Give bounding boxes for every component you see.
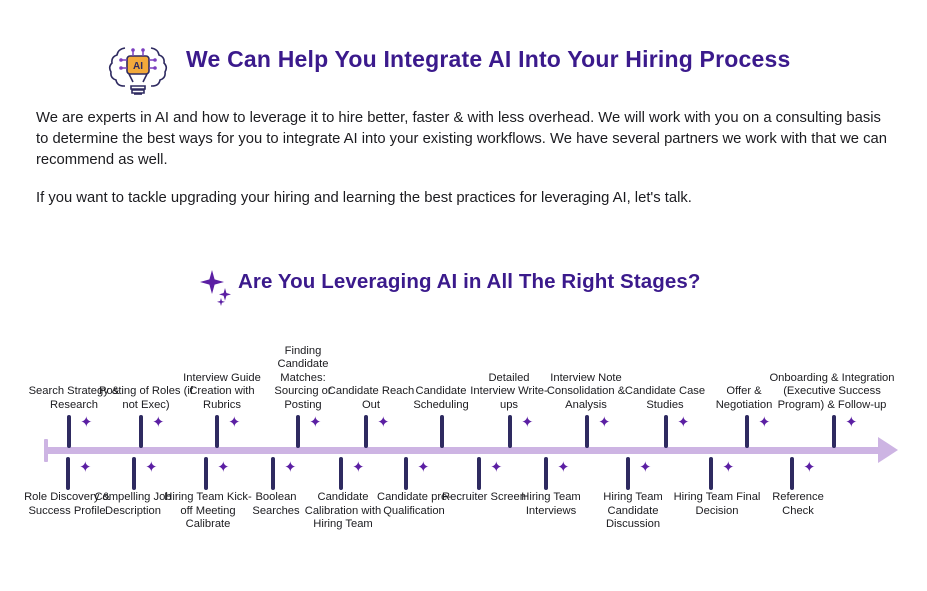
stage-label-above-4: Finding Candidate Matches: Sourcing or Posting (274, 344, 332, 411)
stage-label-above-3: Interview Guide Creation with Rubrics (183, 371, 261, 411)
stage-label-below-7: Recruiter Screen (442, 491, 526, 503)
stage-label-below-6: Candidate pre-Qualification (376, 491, 451, 517)
stage-label-above-11: Onboarding & Integration (Executive Success Program) & Follow-up (769, 371, 895, 411)
sparkle-icon-above-5: ✦ (377, 414, 390, 431)
hiring-stages-timeline (0, 336, 927, 556)
sparkle-icon-below-4: ✦ (284, 459, 297, 476)
sparkle-icon-above-8: ✦ (598, 414, 611, 431)
sparkle-icon-below-7: ✦ (490, 459, 503, 476)
timeline-below-labels (0, 491, 927, 557)
stage-label-below-10: Hiring Team Final Decision (673, 491, 761, 517)
sparkle-icon-above-11: ✦ (845, 414, 858, 431)
timeline-tick-above-8 (585, 415, 589, 448)
sparkle-icon-below-9: ✦ (639, 459, 652, 476)
page-header (0, 18, 927, 96)
sparkle-icon (196, 268, 236, 308)
timeline-tick-above-5 (364, 415, 368, 448)
stage-label-above-6: Candidate Scheduling (413, 385, 469, 411)
timeline-above-labels (0, 336, 927, 412)
timeline-tick-below-2 (132, 457, 136, 490)
stage-label-below-2: Compelling Job Description (94, 491, 172, 517)
svg-text:AI: AI (133, 61, 143, 72)
timeline-tick-above-9 (664, 415, 668, 448)
sparkle-icon-below-5: ✦ (352, 459, 365, 476)
sparkle-icon-above-4: ✦ (309, 414, 322, 431)
stage-label-above-9: Candidate Case Studies (624, 385, 706, 411)
timeline-tick-below-6 (404, 457, 408, 490)
sparkle-icon-above-1: ✦ (80, 414, 93, 431)
timeline-tick-below-5 (339, 457, 343, 490)
timeline-tick-below-1 (66, 457, 70, 490)
stage-label-below-1: Role Discovery & Success Profile (24, 491, 110, 517)
timeline-tick-below-11 (790, 457, 794, 490)
timeline-tick-above-10 (745, 415, 749, 448)
timeline-arrow-icon (878, 437, 898, 463)
intro-paragraph-1: We are experts in AI and how to leverage it to hire better, faster & with less overhead. We will work with you on a consulting basis to determine the best ways for you to integrate AI into your existing workflows. We have several partners we work with that we can recommend as well. (36, 110, 887, 168)
timeline-tick-below-10 (709, 457, 713, 490)
intro-text (36, 108, 896, 226)
sparkle-icon-above-7: ✦ (521, 414, 534, 431)
ai-lightbulb-icon (107, 38, 169, 100)
stage-label-below-11: Reference Check (772, 491, 824, 517)
stage-label-below-4: Boolean Searches (252, 491, 300, 517)
timeline-axis (44, 447, 884, 454)
intro-paragraph-2: If you want to tackle upgrading your hiring and learning the best practices for leveraging AI, let's talk. (36, 190, 692, 206)
timeline-tick-below-7 (477, 457, 481, 490)
timeline-tick-below-3 (204, 457, 208, 490)
stage-label-above-5: Candidate Reach Out (327, 385, 415, 411)
timeline-tick-above-7 (508, 415, 512, 448)
stage-label-below-8: Hiring Team Interviews (521, 491, 581, 517)
timeline-tick-above-1 (67, 415, 71, 448)
sparkle-icon-below-6: ✦ (417, 459, 430, 476)
sparkle-icon-below-10: ✦ (722, 459, 735, 476)
timeline-tick-above-11 (832, 415, 836, 448)
sparkle-icon-below-2: ✦ (145, 459, 158, 476)
section-title: Are You Leveraging AI in All The Right Stages? (238, 270, 701, 293)
timeline-tick-above-4 (296, 415, 300, 448)
stage-label-above-7: Detailed Interview Write-ups (470, 371, 548, 411)
sparkle-icon-below-11: ✦ (803, 459, 816, 476)
stage-label-below-9: Hiring Team Candidate Discussion (603, 491, 663, 530)
timeline-tick-below-4 (271, 457, 275, 490)
sparkle-icon-below-1: ✦ (79, 459, 92, 476)
stage-label-below-3: Hiring Team Kick-off Meeting Calibrate (164, 491, 252, 530)
sparkle-icon-above-10: ✦ (758, 414, 771, 431)
stage-label-above-2: Posting of Roles (if not Exec) (99, 385, 193, 411)
sparkle-icon-below-8: ✦ (557, 459, 570, 476)
sparkle-icon-below-3: ✦ (217, 459, 230, 476)
timeline-tick-above-3 (215, 415, 219, 448)
timeline-tick-below-9 (626, 457, 630, 490)
timeline-tick-above-2 (139, 415, 143, 448)
stage-label-below-5: Candidate Calibration with Hiring Team (304, 491, 382, 530)
page-title: We Can Help You Integrate AI Into Your Hiring Process (186, 46, 791, 72)
stage-label-above-1: Search Strategy & Research (28, 385, 120, 411)
stage-label-above-8: Interview Note Consolidation & Analysis (546, 371, 626, 411)
sparkle-icon-above-3: ✦ (228, 414, 241, 431)
sparkle-icon-above-9: ✦ (677, 414, 690, 431)
sparkle-icon-above-2: ✦ (152, 414, 165, 431)
stage-label-above-10: Offer & Negotiation (715, 385, 773, 411)
section-heading-row (0, 262, 927, 310)
timeline-tick-above-6 (440, 415, 444, 448)
timeline-tick-below-8 (544, 457, 548, 490)
